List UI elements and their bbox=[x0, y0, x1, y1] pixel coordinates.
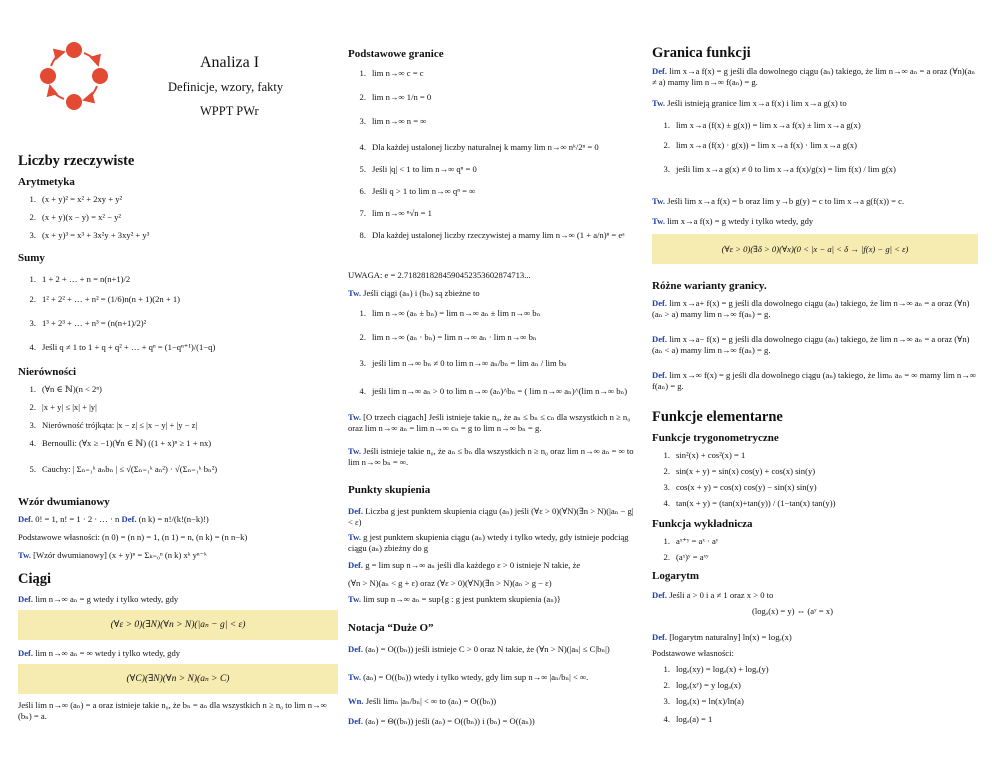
definition: Def. g = lim sup n→∞ aₙ jeśli dla każdego ε > 0 istnieje N takie, że bbox=[348, 560, 581, 570]
definition: Def. lim x→a f(x) = g jeśli dla dowolnego ciągu (aₙ) takiego, że lim n→∞ aₙ = a oraz (∀n)(aₙ ≠ a) mamy lim n→∞ f(aₙ) = g. bbox=[652, 66, 976, 87]
column-2 bbox=[348, 0, 638, 766]
section-heading: Ciągi bbox=[18, 571, 52, 587]
definition: Def. lim x→∞ f(x) = g jeśli dla dowolnego ciągu (aₙ) takiego, że limₙ aₙ = ∞ mamy lim n→∞ f(aₙ) = g. bbox=[652, 370, 976, 391]
section-heading: Liczby rzeczywiste bbox=[18, 153, 135, 169]
paragraph: (∀n > N)(aₙ < g + ε) oraz (∀ε > 0)(∀N)(∃n > N)(aₙ > g − ε) bbox=[348, 578, 552, 588]
paragraph: Jeśli lim n→∞ (aₙ) = a oraz istnieje takie n₀, że bₙ = aₙ dla wszystkich n ≥ n₀ to lim n→∞ (bₙ) = a. bbox=[18, 700, 327, 721]
list-item: 4. jeśli lim n→∞ aₙ > 0 to lim n→∞ (aₙ)^bₙ = ( lim n→∞ aₙ)^(lim n→∞ bₙ) bbox=[359, 386, 628, 396]
theorem: Tw. lim x→a f(x) = g wtedy i tylko wtedy, gdy bbox=[652, 216, 814, 226]
list-item: 4. Dla każdej ustalonej liczby naturalnej k mamy lim n→∞ nᵏ/2ⁿ = 0 bbox=[359, 142, 599, 152]
list-item: 4. Bernoulli: (∀x ≥ −1)(∀n ∈ ℕ) ((1 + x)ⁿ ≥ 1 + nx) bbox=[29, 438, 212, 448]
list-item: 2. (x + y)(x − y) = x² − y² bbox=[29, 212, 121, 222]
list-item: 8. Dla każdej ustalonej liczby rzeczywistej a mamy lim n→∞ (1 + a/n)ⁿ = eᵃ bbox=[359, 230, 625, 240]
definition: Def. Liczba g jest punktem skupienia ciągu (aₙ) jeśli (∀ε > 0)(∀N)(∃n > N)(|aₙ − g| < ε) bbox=[348, 506, 634, 527]
list-item: 4. tan(x + y) = (tan(x)+tan(y)) / (1−tan(x) tan(y)) bbox=[663, 498, 836, 508]
list-item: 3. jeśli lim n→∞ bₙ ≠ 0 to lim n→∞ aₙ/bₙ = lim aₙ / lim bₙ bbox=[359, 358, 567, 368]
list-item: 5. Jeśli |q| < 1 to lim n→∞ qⁿ = 0 bbox=[359, 164, 477, 174]
definition: Def. lim n→∞ aₙ = g wtedy i tylko wtedy, gdy bbox=[18, 594, 179, 604]
list-item: 1. aˣ⁺ʸ = aˣ · aʸ bbox=[663, 536, 719, 546]
theorem: Tw. Jeśli lim x→a f(x) = b oraz lim y→b g(y) = c to lim x→a g(f(x)) = c. bbox=[652, 196, 905, 206]
list-item: 1. logₐ(xy) = logₐ(x) + logₐ(y) bbox=[663, 664, 769, 674]
subsection-heading: Logarytm bbox=[652, 570, 700, 582]
subsection-heading: Arytmetyka bbox=[18, 176, 75, 188]
list-item: 3. cos(x + y) = cos(x) cos(y) − sin(x) sin(y) bbox=[663, 482, 817, 492]
section-heading: Granica funkcji bbox=[652, 45, 751, 61]
list-item: 6. Jeśli q > 1 to lim n→∞ qⁿ = ∞ bbox=[359, 186, 476, 196]
list-item: 2. logₐ(xʸ) = y logₐ(x) bbox=[663, 680, 741, 690]
definition: Def. lim x→a+ f(x) = g jeśli dla dowolnego ciągu (aₙ) takiego, że lim n→∞ aₙ = a oraz (∀n)(aₙ > a) mamy lim n→∞ f(aₙ) = g. bbox=[652, 298, 970, 319]
list-item: 1. 1 + 2 + … + n = n(n+1)/2 bbox=[29, 274, 131, 284]
institution: WPPT PWr bbox=[200, 104, 259, 118]
subsection-heading: Funkcja wykładnicza bbox=[652, 518, 753, 530]
corollary: Wn. Jeśli limₙ |aₙ/bₙ| < ∞ to (aₙ) = O((bₙ)) bbox=[348, 696, 497, 706]
definition: Def. (aₙ) = O((bₙ)) jeśli istnieje C > 0 oraz N takie, że (∀n > N)(|aₙ| ≤ C|bₙ|) bbox=[348, 644, 610, 654]
theorem: Tw. Jeśli ciągi (aₙ) i (bₙ) są zbieżne to bbox=[348, 288, 480, 298]
section-heading: Funkcje elementarne bbox=[652, 409, 783, 425]
list-item: 1. (∀n ∈ ℕ)(n < 2ⁿ) bbox=[29, 384, 102, 394]
list-item: 3. logₐ(x) = ln(x)/ln(a) bbox=[663, 696, 744, 706]
list-item: 2. (aˣ)ʸ = aˣʸ bbox=[663, 552, 709, 562]
subsection-heading: Różne warianty granicy. bbox=[652, 280, 767, 292]
definition: Def. lim n→∞ aₙ = ∞ wtedy i tylko wtedy, gdy bbox=[18, 648, 181, 658]
list-item: 1. lim n→∞ c = c bbox=[359, 68, 424, 78]
page-title: Analiza I bbox=[200, 54, 260, 71]
paragraph: Podstawowe własności: (n 0) = (n n) = 1, (n 1) = n, (n k) = (n n−k) bbox=[18, 532, 248, 542]
definition: Def. 0! = 1, n! = 1 · 2 · … · n Def. (n k) = n!/(k!(n−k)!) bbox=[18, 514, 209, 524]
highlight-box: (∀C)(∃N)(∀n > N)(aₙ > C) bbox=[18, 664, 338, 694]
subsection-heading: Podstawowe granice bbox=[348, 48, 444, 60]
list-item: 2. 1² + 2² + … + n² = (1/6)n(n + 1)(2n + 1) bbox=[29, 294, 181, 304]
list-item: 2. lim n→∞ (aₙ · bₙ) = lim n→∞ aₙ · lim n→∞ bₙ bbox=[359, 332, 537, 342]
list-item: 2. sin(x + y) = sin(x) cos(y) + cos(x) sin(y) bbox=[663, 466, 816, 476]
page-subtitle: Definicje, wzory, fakty bbox=[168, 80, 284, 94]
highlight-box: (∀ε > 0)(∃N)(∀n > N)(|aₙ − g| < ε) bbox=[18, 610, 338, 640]
list-item: 7. lim n→∞ ⁿ√n = 1 bbox=[359, 208, 432, 218]
paragraph: Podstawowe własności: bbox=[652, 648, 734, 658]
theorem: Tw. (aₙ) = O((bₙ)) wtedy i tylko wtedy, gdy lim sup n→∞ |aₙ/bₙ| < ∞. bbox=[348, 672, 589, 682]
subsection-heading: Notacja “Duże O” bbox=[348, 622, 434, 634]
note: UWAGA: e = 2.7182818284590452353602874713... bbox=[348, 270, 531, 280]
subsection-heading: Punkty skupienia bbox=[348, 484, 431, 496]
definition: Def. (aₙ) = Θ((bₙ)) jeśli (aₙ) = O((bₙ)) i (bₙ) = O((aₙ)) bbox=[348, 716, 535, 726]
theorem: Tw. Jeśli istnieją granice lim x→a f(x) i lim x→a g(x) to bbox=[652, 98, 847, 108]
highlight-box: (∀ε > 0)(∃δ > 0)(∀x)(0 < |x − a| < δ → |f(x) − g| < ε) bbox=[652, 234, 978, 264]
column-3 bbox=[652, 0, 978, 766]
list-item: 5. Cauchy: | Σₙ₌₁ᵏ aₙbₙ | ≤ √(Σₙ₌₁ᵏ aₙ²) · √(Σₙ₌₁ᵏ bₙ²) bbox=[29, 464, 218, 474]
definition: Def. lim x→a− f(x) = g jeśli dla dowolnego ciągu (aₙ) takiego, że lim n→∞ aₙ = a oraz (∀n)(aₙ < a) mamy lim n→∞ f(aₙ) = g. bbox=[652, 334, 970, 355]
theorem: Tw. g jest punktem skupienia ciągu (aₙ) wtedy i tylko wtedy, gdy istnieje podciąg ciągu (aₙ) zbieżny do g bbox=[348, 532, 629, 553]
list-item: 4. logₐ(a) = 1 bbox=[663, 714, 713, 724]
list-item: 3. (x + y)³ = x³ + 3x²y + 3xy² + y³ bbox=[29, 230, 150, 240]
list-item: 2. lim n→∞ 1/n = 0 bbox=[359, 92, 432, 102]
theorem: Tw. [O trzech ciągach] Jeśli istnieje takie n₀, że aₙ ≤ bₙ ≤ cₙ dla wszystkich n ≥ n₀ oraz lim n→∞ aₙ = lim n→∞ cₙ = g to lim n→∞ bₙ = g. bbox=[348, 412, 631, 433]
list-item: 3. Nierówność trójkąta: |x − z| ≤ |x − y| + |y − z| bbox=[29, 420, 198, 430]
definition: Def. [logarytm naturalny] ln(x) = logₑ(x) bbox=[652, 632, 792, 642]
list-item: 3. lim n→∞ n = ∞ bbox=[359, 116, 427, 126]
list-item: 1. (x + y)² = x² + 2xy + y² bbox=[29, 194, 123, 204]
list-item: 3. 1³ + 2³ + … + n³ = (n(n+1)/2)² bbox=[29, 318, 147, 328]
list-item: 2. |x + y| ≤ |x| + |y| bbox=[29, 402, 97, 412]
list-item: 1. sin²(x) + cos²(x) = 1 bbox=[663, 450, 746, 460]
subsection-heading: Funkcje trygonometryczne bbox=[652, 432, 779, 444]
subsection-heading: Wzór dwumianowy bbox=[18, 496, 110, 508]
list-item: 2. lim x→a (f(x) · g(x)) = lim x→a f(x) · lim x→a g(x) bbox=[663, 140, 857, 150]
list-item: 3. jeśli lim x→a g(x) ≠ 0 to lim x→a f(x)/g(x) = lim f(x) / lim g(x) bbox=[663, 164, 896, 174]
column-1 bbox=[18, 0, 338, 766]
theorem: Tw. [Wzór dwumianowy] (x + y)ⁿ = Σₖ₌₀ⁿ (n k) xᵏ yⁿ⁻ᵏ bbox=[18, 550, 207, 560]
list-item: 1. lim n→∞ (aₙ ± bₙ) = lim n→∞ aₙ ± lim n→∞ bₙ bbox=[359, 308, 541, 318]
definition: Def. Jeśli a > 0 i a ≠ 1 oraz x > 0 to bbox=[652, 590, 774, 600]
theorem: Tw. lim sup n→∞ aₙ = sup{g : g jest punktem skupienia (aₙ)} bbox=[348, 594, 561, 604]
list-item: 4. Jeśli q ≠ 1 to 1 + q + q² + … + qⁿ = (1−qⁿ⁺¹)/(1−q) bbox=[29, 342, 216, 352]
theorem: Tw. Jeśli istnieje takie n₀, że aₙ ≤ bₙ dla wszystkich n ≥ n₀ oraz lim n→∞ aₙ = ∞ to lim n→∞ bₙ = ∞. bbox=[348, 446, 634, 467]
subsection-heading: Sumy bbox=[18, 252, 45, 264]
list-item: 1. lim x→a (f(x) ± g(x)) = lim x→a f(x) ± lim x→a g(x) bbox=[663, 120, 861, 130]
formula: (logₐ(x) = y) ⇔ (aʸ = x) bbox=[752, 606, 833, 616]
subsection-heading: Nierówności bbox=[18, 366, 77, 378]
